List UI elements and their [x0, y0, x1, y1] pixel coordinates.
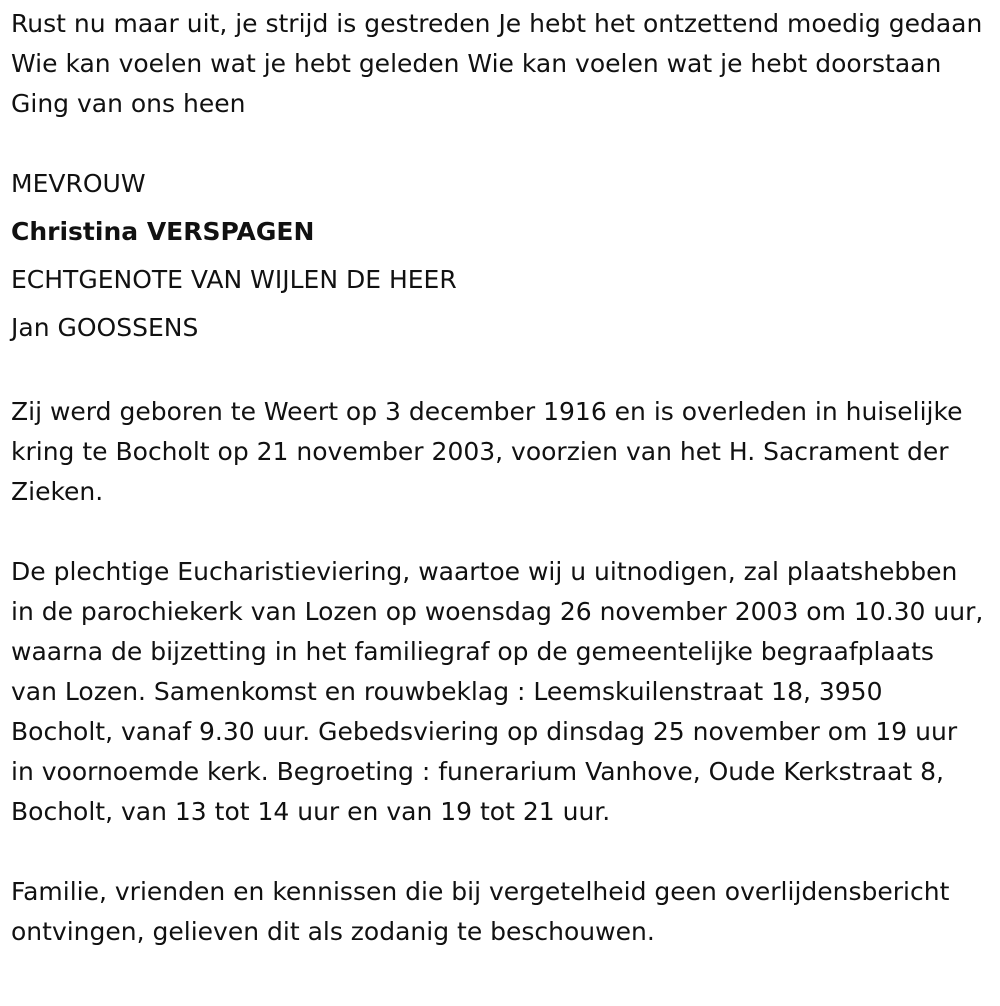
birth-death-paragraph: Zij werd geboren te Weert op 3 december 1916 en is overleden in huiselijke kring te Bocholt op 21 november 2003, voorzien van het H. Sacrament der Zieken.: [11, 397, 963, 506]
spouse-name: Jan GOOSSENS: [11, 313, 199, 342]
closing-paragraph: Familie, vrienden en kennissen die bij vergetelheid geen overlijdensbericht ontvingen, gelieven dit als zodanig te beschouwen.: [11, 877, 950, 946]
poem-paragraph: Rust nu maar uit, je strijd is gestreden Je hebt het ontzettend moedig gedaan Wie kan voelen wat je hebt geleden Wie kan voelen wat je hebt doorstaan Ging van ons heen: [11, 9, 983, 118]
salutation: MEVROUW: [11, 169, 146, 198]
deceased-name: Christina VERSPAGEN: [11, 217, 315, 246]
ceremony-paragraph: De plechtige Eucharistieviering, waartoe wij u uitnodigen, zal plaatshebben in de parochiekerk van Lozen op woensdag 26 november 2003 om 10.30 uur, waarna de bijzetting in het familiegraf op de gemeentelijke begraafplaats van Lozen. Samenkomst en rouwbeklag : Leemskuilenstraat 18, 3950 Bocholt, vanaf 9.30 uur. Gebedsviering op dinsdag 25 november om 19 uur in voornoemde kerk. Begroeting : funerarium Vanhove, Oude Kerkstraat 8, Bocholt, van 13 tot 14 uur en van 19 tot 21 uur.: [11, 557, 984, 826]
relation-line: ECHTGENOTE VAN WIJLEN DE HEER: [11, 265, 457, 294]
deceased-header: [11, 160, 986, 352]
obituary-document: [11, 0, 986, 952]
